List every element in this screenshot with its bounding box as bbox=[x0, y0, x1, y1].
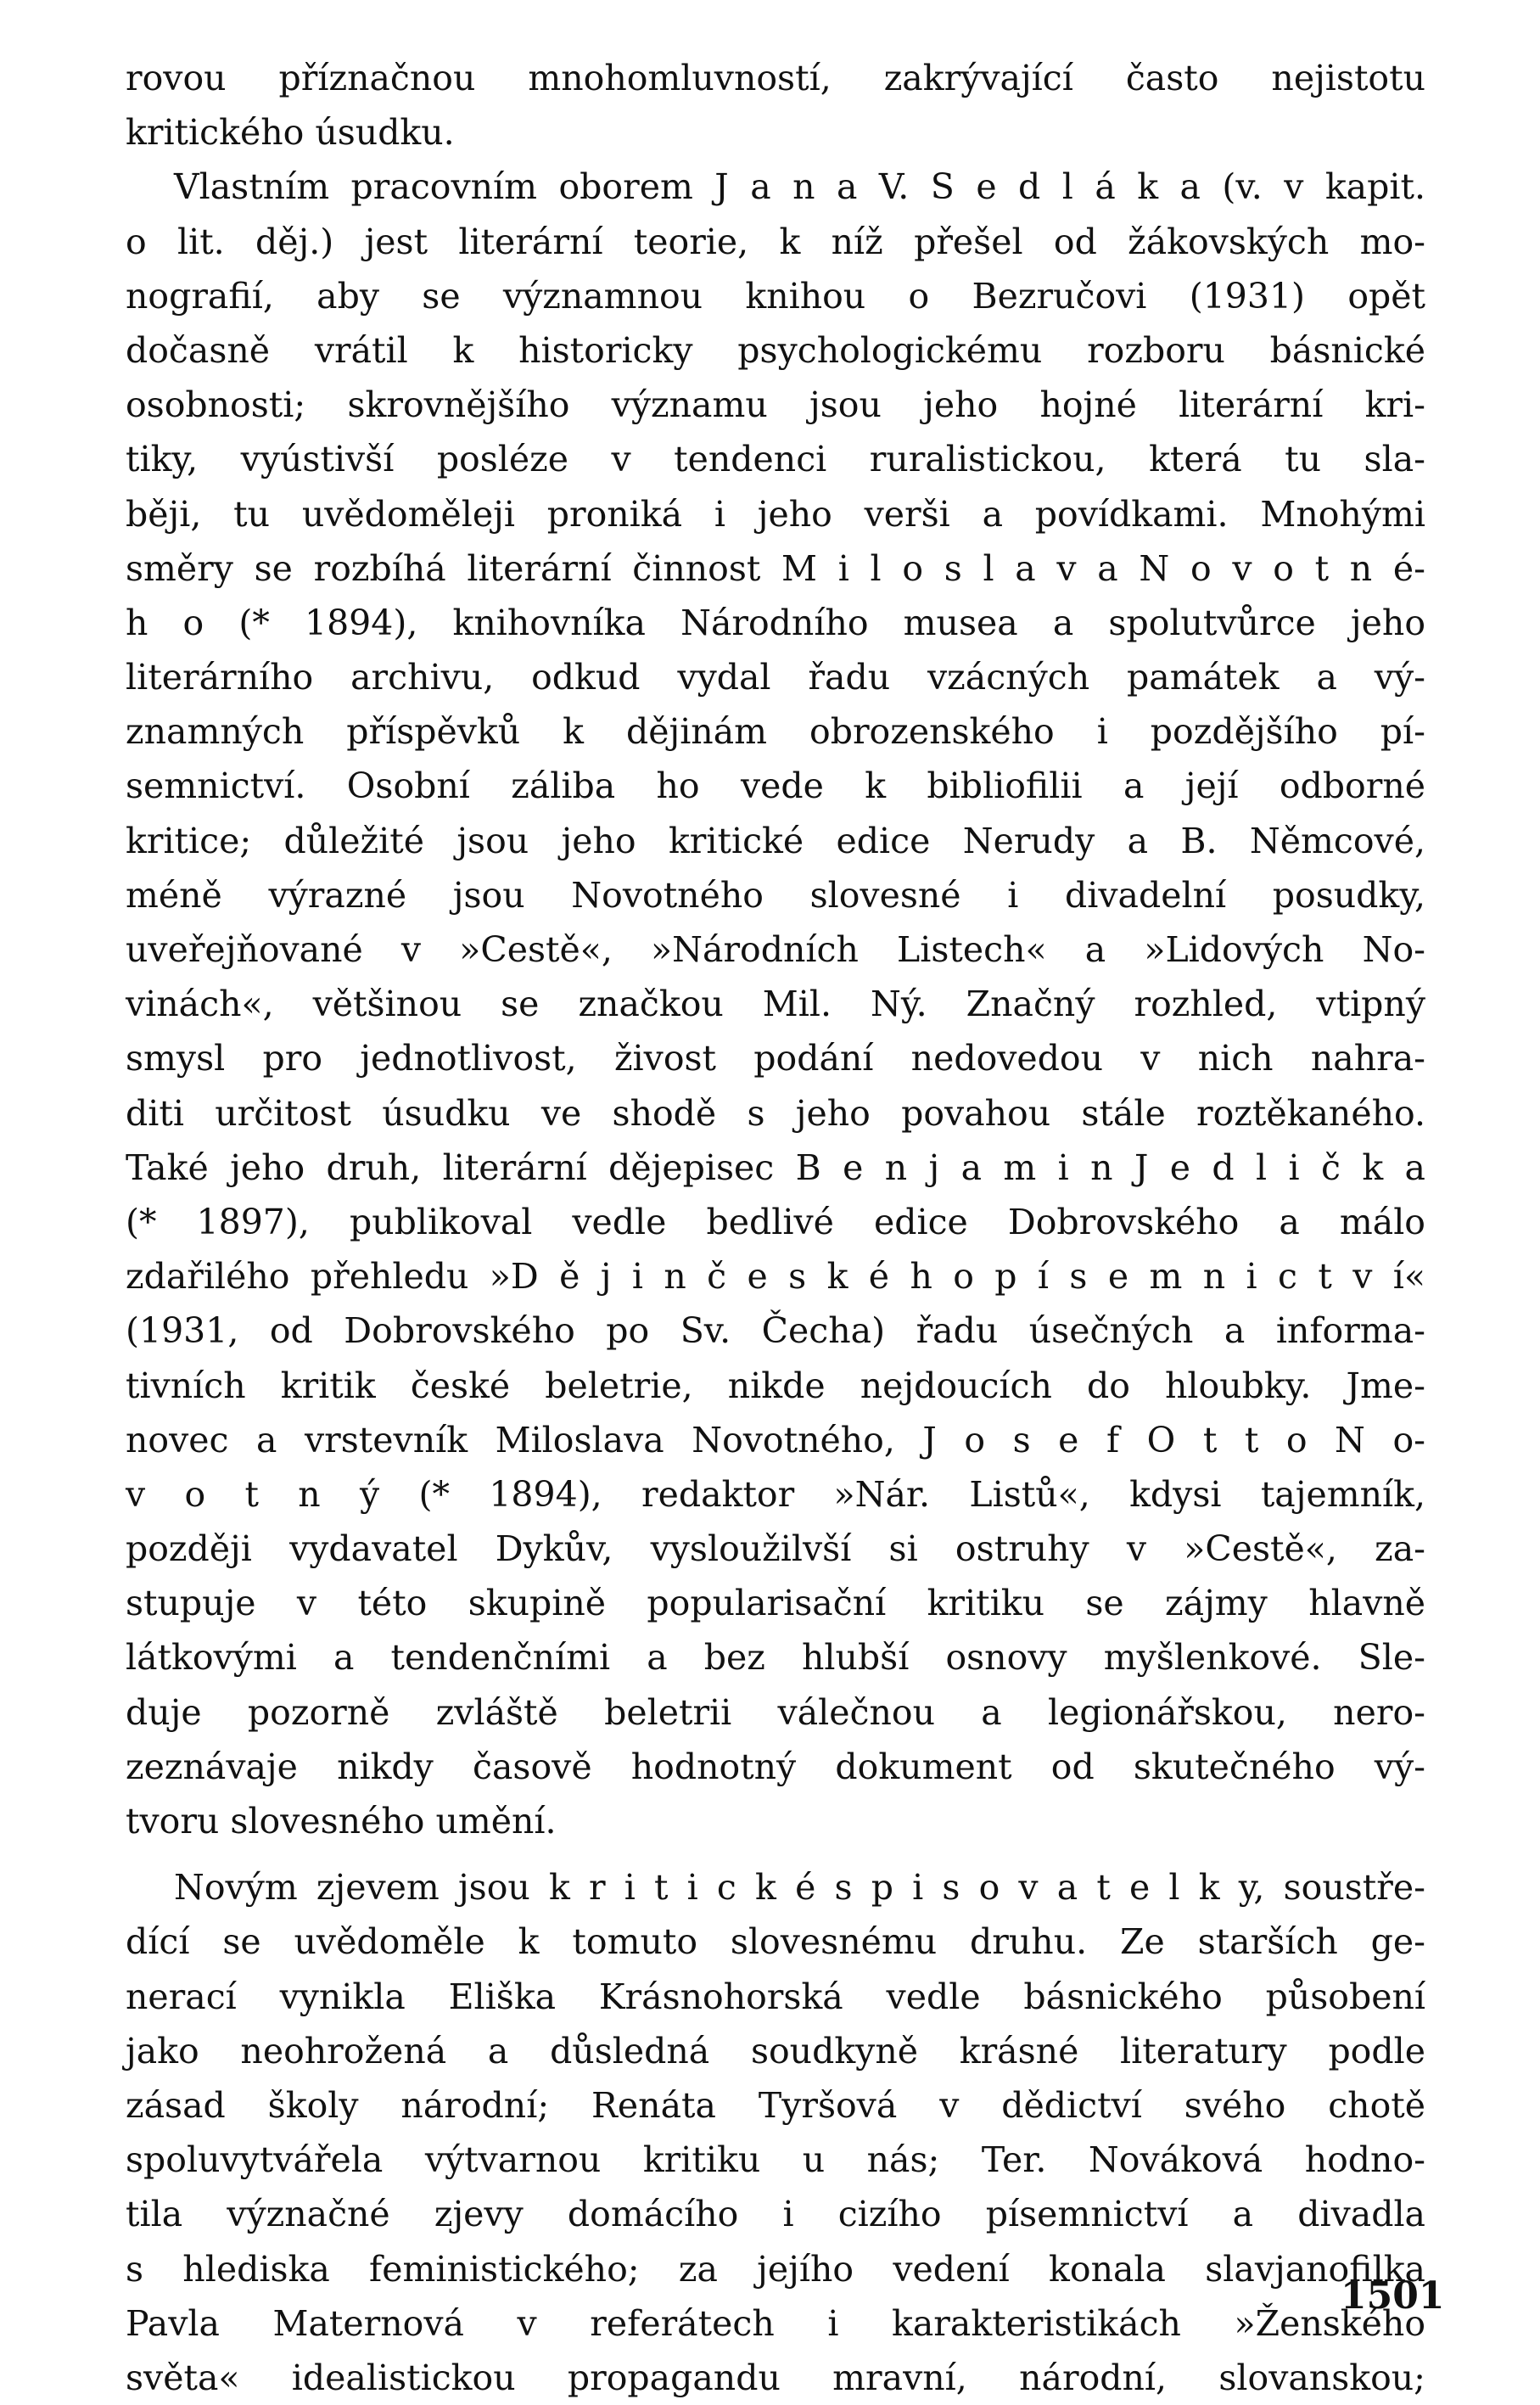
text-line: rovou příznačnou mnohomluvností, zakrývající často nejistotu bbox=[126, 58, 1425, 98]
text-line: s hlediska feministického; za jejího vedení konala slavjanofilka bbox=[126, 2248, 1425, 2290]
text-line: Pavla Maternová v referátech i karakteristikách »Ženského bbox=[126, 2302, 1425, 2344]
text-line: osobnosti; skrovnějšího významu jsou jeho hojné literární kri- bbox=[126, 384, 1425, 426]
text-line: diti určitost úsudku ve shodě s jeho povahou stále roztěkaného. bbox=[126, 1092, 1425, 1134]
text-line: smysl pro jednotlivost, živost podání nedovedou v nich nahra- bbox=[126, 1038, 1425, 1079]
text-line: v o t n ý (* 1894), redaktor »Nár. Listů«, kdysi tajemník, bbox=[126, 1473, 1425, 1515]
text-line: dočasně vrátil k historicky psychologickému rozboru básnické bbox=[126, 329, 1425, 371]
text-line: kritice; důležité jsou jeho kritické edice Nerudy a B. Němcové, bbox=[126, 820, 1425, 861]
text-line: kritického úsudku. bbox=[126, 112, 455, 154]
text-line: vinách«, většinou se značkou Mil. Ný. Značný rozhled, vtipný bbox=[126, 984, 1425, 1025]
text-line: uveřejňované v »Cestě«, »Národních Listech« a »Lidových No- bbox=[126, 929, 1425, 970]
text-line: směry se rozbíhá literární činnost M i l o s l a v a N o v o t n é- bbox=[126, 547, 1425, 589]
text-line: jako neohrožená a důsledná soudkyně krásné literatury podle bbox=[126, 2030, 1425, 2071]
text-line: tivních kritik české beletrie, nikde nejdoucích do hloubky. Jme- bbox=[126, 1365, 1425, 1406]
text-line: zeznávaje nikdy časově hodnotný dokument od skutečného vý- bbox=[126, 1746, 1425, 1787]
text-line: světa« idealistickou propagandu mravní, národní, slovanskou; bbox=[126, 2357, 1425, 2398]
text-line: tila význačné zjevy domácího i cizího písemnictví a divadla bbox=[126, 2194, 1425, 2235]
text-line: (1931, od Dobrovského po Sv. Čecha) řadu úsečných a informa- bbox=[126, 1310, 1425, 1352]
text-line: literárního archivu, odkud vydal řadu vzácných památek a vý- bbox=[126, 657, 1425, 698]
text-line: novec a vrstevník Miloslava Novotného, J o s e f O t t o N o- bbox=[126, 1419, 1425, 1460]
text-line: spoluvytvářela výtvarnou kritiku u nás; Ter. Nováková hodno- bbox=[126, 2139, 1425, 2181]
text-line: o lit. děj.) jest literární teorie, k níž přešel od žákovských mo- bbox=[126, 221, 1425, 262]
text-line: nografií, aby se významnou knihou o Bezručovi (1931) opět bbox=[126, 275, 1425, 317]
paragraph-gap bbox=[126, 1848, 1425, 1860]
text-line: Vlastním pracovním oborem J a n a V. S e d l á k a (v. v kapit. bbox=[174, 166, 1425, 208]
page-text bbox=[126, 51, 1445, 2405]
text-line: nerací vynikla Eliška Krásnohorská vedle básnického působení bbox=[126, 1976, 1425, 2017]
text-line: zdařilého přehledu »D ě j i n č e s k é h o p í s e m n i c t v í« bbox=[126, 1256, 1425, 1298]
text-line: duje pozorně zvláště beletrii válečnou a legionářskou, nero- bbox=[126, 1691, 1425, 1733]
text-line: látkovými a tendenčními a bez hlubší osnovy myšlenkové. Sle- bbox=[126, 1637, 1425, 1679]
text-line: (* 1897), publikoval vedle bedlivé edice Dobrovského a málo bbox=[126, 1201, 1425, 1242]
text-line: Také jeho druh, literární dějepisec B e n j a m i n J e d l i č k a bbox=[126, 1146, 1425, 1188]
text-line: semnictví. Osobní záliba ho vede k bibliofilii a její odborné bbox=[126, 765, 1425, 807]
text-line: běji, tu uvědoměleji proniká i jeho verši a povídkami. Mnohými bbox=[126, 493, 1425, 535]
text-line: zásad školy národní; Renáta Tyršová v dědictví svého chotě bbox=[126, 2084, 1425, 2126]
text-line: tiky, vyústivší posléze v tendenci ruralistickou, která tu sla- bbox=[126, 439, 1425, 480]
page-number: 1501 bbox=[1341, 2274, 1445, 2318]
text-line: h o (* 1894), knihovníka Národního musea a spolutvůrce jeho bbox=[126, 602, 1425, 643]
text-line: tvoru slovesného umění. bbox=[126, 1801, 557, 1842]
text-line: dící se uvědoměle k tomuto slovesnému druhu. Ze starších ge- bbox=[126, 1921, 1425, 1963]
text-line: znamných příspěvků k dějinám obrozenského i pozdějšího pí- bbox=[126, 711, 1425, 753]
text-line: později vydavatel Dykův, vysloužilvší si ostruhy v »Cestě«, za- bbox=[126, 1528, 1425, 1570]
text-line: Novým zjevem jsou k r i t i c k é s p i s o v a t e l k y, soustře- bbox=[174, 1867, 1425, 1909]
text-line: méně výrazné jsou Novotného slovesné i divadelní posudky, bbox=[126, 874, 1425, 916]
text-line: stupuje v této skupině popularisační kritiku se zájmy hlavně bbox=[126, 1583, 1425, 1624]
